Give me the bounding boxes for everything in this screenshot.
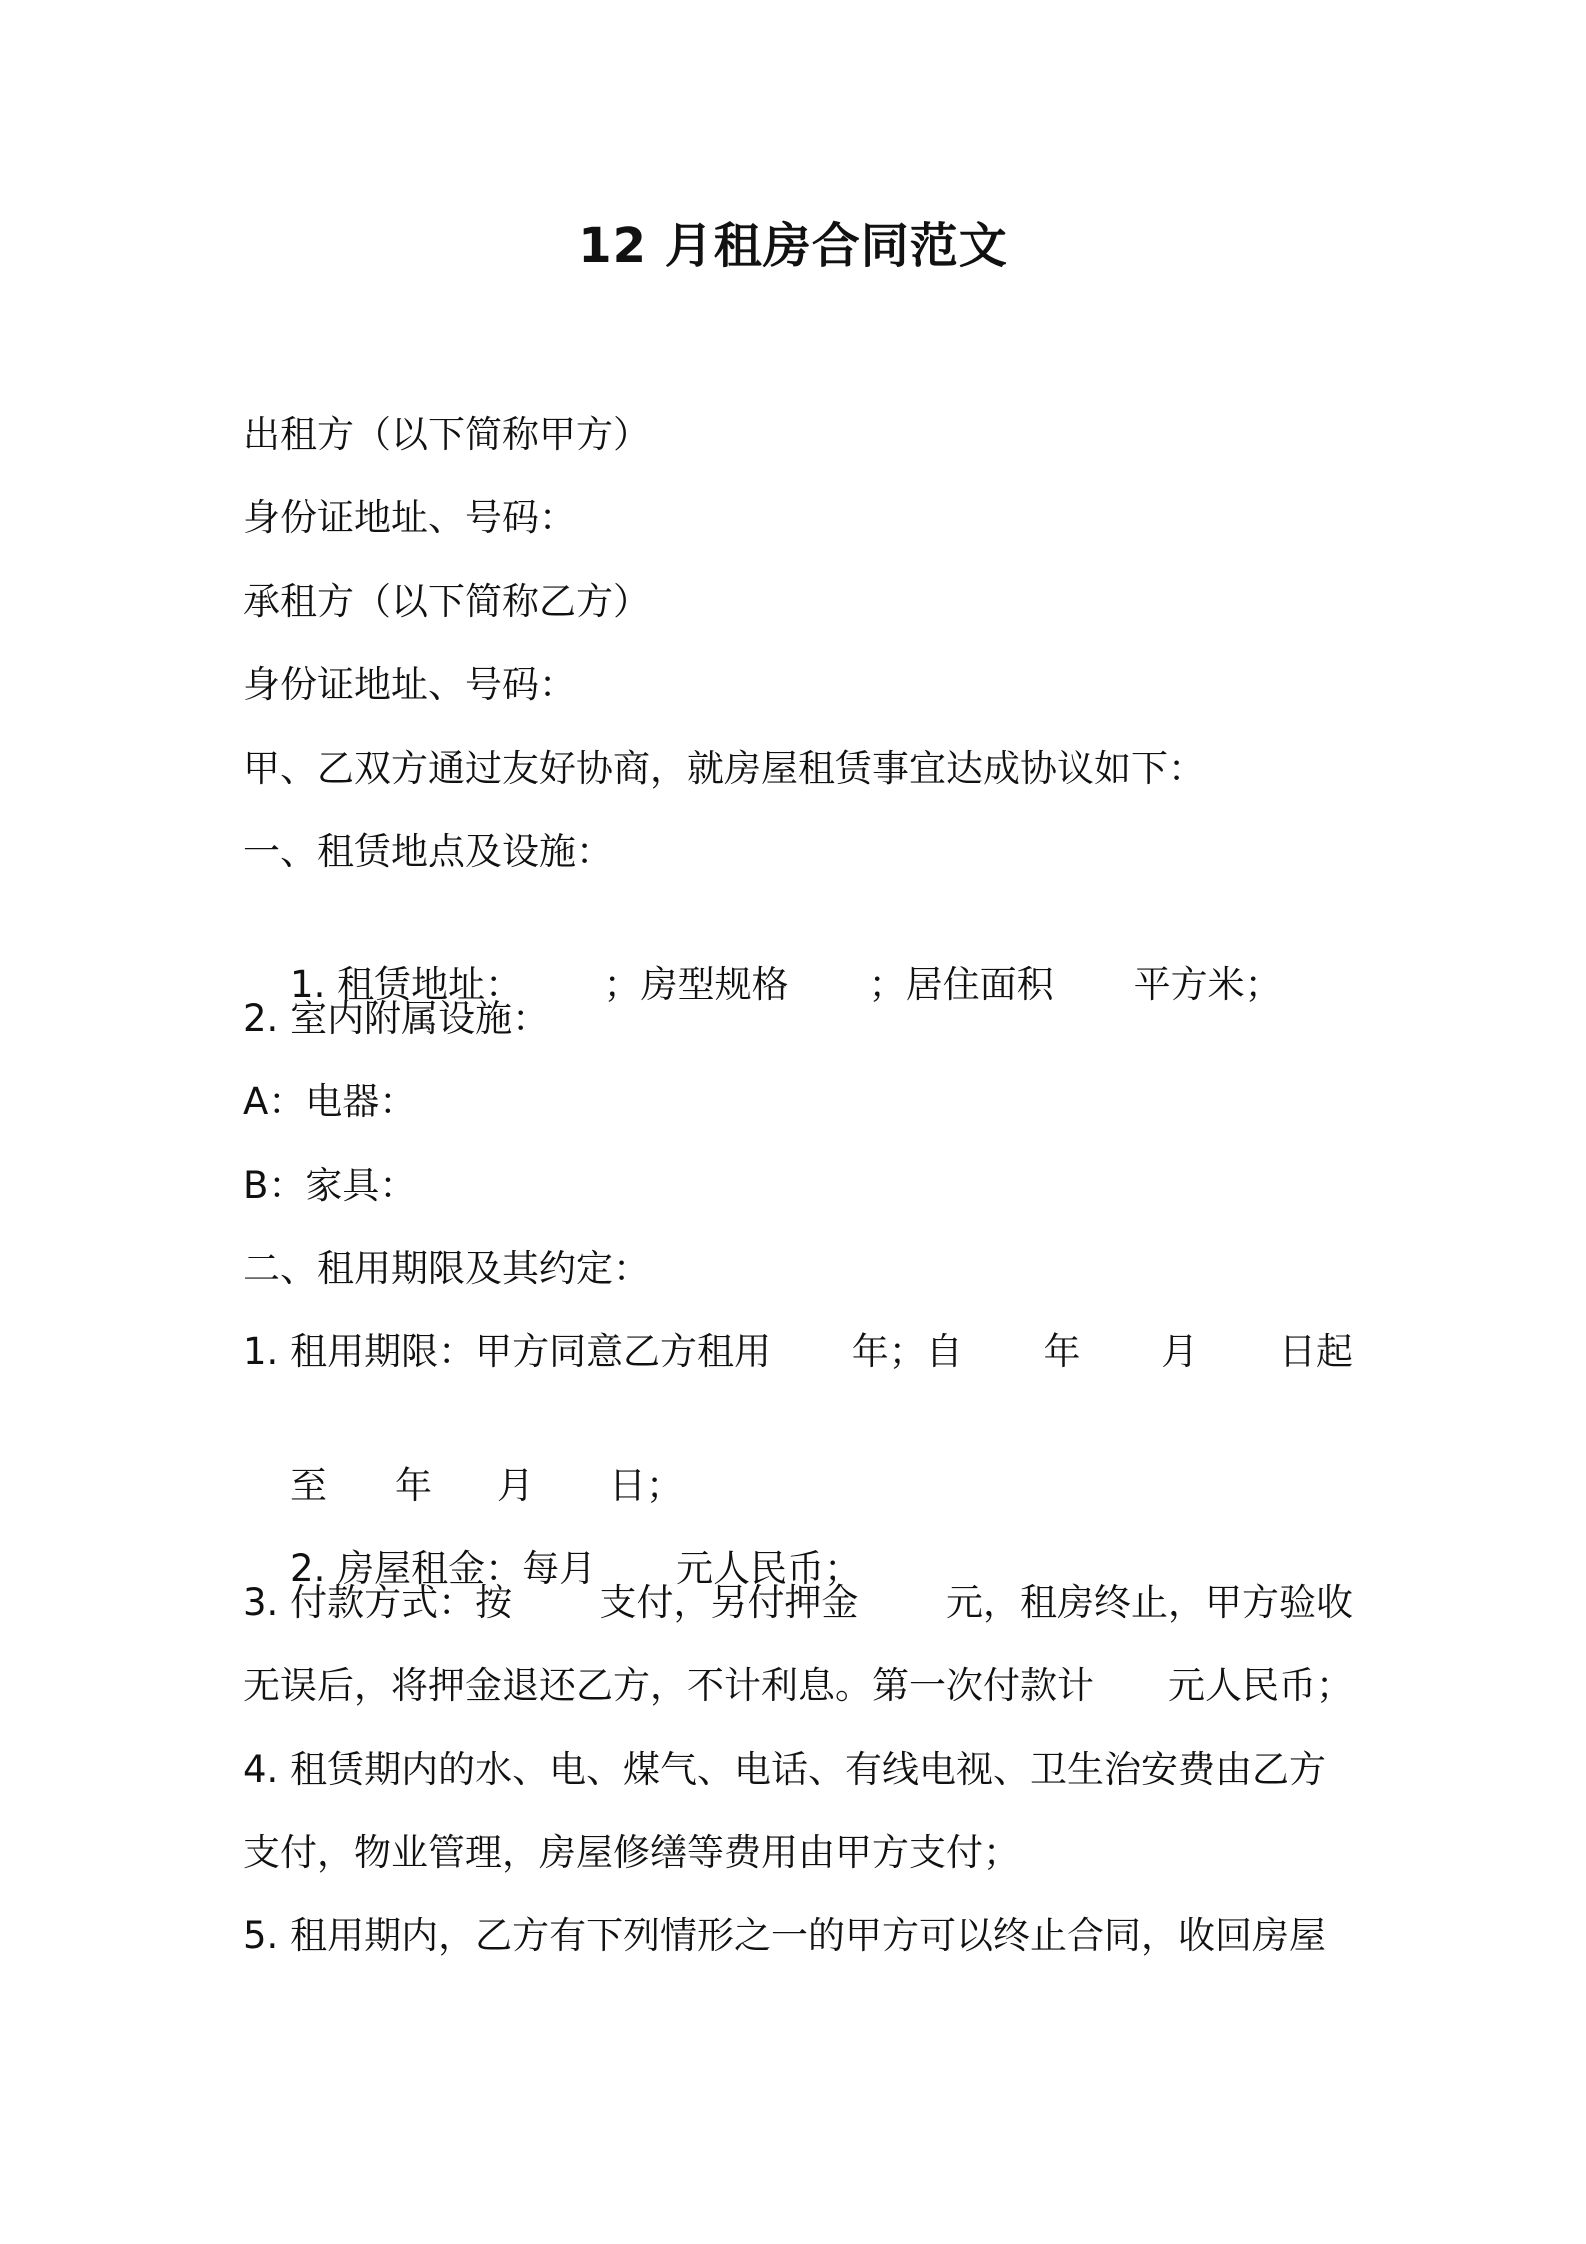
- section-2-heading: 二、租用期限及其约定：: [243, 1247, 650, 1290]
- furniture-line: B：家具：: [243, 1164, 417, 1207]
- start-month-label: 月: [1161, 1330, 1199, 1373]
- lessor-line: 出租方（以下简称甲方）: [243, 413, 650, 456]
- living-area-label: ；居住面积: [868, 963, 1054, 1006]
- lessee-line: 承租方（以下简称乙方）: [243, 580, 650, 623]
- utilities-line-cont: 支付，物业管理，房屋修缮等费用由甲方支付；: [243, 1831, 1020, 1874]
- end-month-label: 月: [497, 1464, 535, 1507]
- document-title: 12 月租房合同范文: [578, 218, 1008, 274]
- lessor-id-line: 身份证地址、号码：: [243, 496, 576, 539]
- lease-term-line: [243, 1327, 1353, 1377]
- section-1-heading: 一、租赁地点及设施：: [243, 830, 613, 873]
- monthly-rent-label: 2. 房屋租金：每月: [290, 1547, 597, 1590]
- first-payment-currency-label: 元人民币；: [1168, 1664, 1353, 1707]
- utilities-line: 4. 租赁期内的水、电、煤气、电话、有线电视、卫生治安费由乙方: [243, 1748, 1327, 1791]
- appliances-line: A：电器：: [243, 1080, 417, 1123]
- lessee-id-line: 身份证地址、号码：: [243, 663, 576, 706]
- deposit-refund-line: [243, 1661, 1353, 1711]
- payment-method-label: 3. 付款方式：按: [243, 1581, 513, 1624]
- start-year-label: 年: [1043, 1330, 1081, 1373]
- termination-line: 5. 租用期内，乙方有下列情形之一的甲方可以终止合同，收回房屋: [243, 1914, 1327, 1957]
- rental-address-label: 1. 租赁地址：: [290, 963, 504, 1006]
- deposit-label: 支付，另付押金: [599, 1581, 859, 1624]
- deposit-refund-text: 无误后，将押金退还乙方，不计利息。第一次付款计: [243, 1664, 1094, 1707]
- agreement-intro-line: 甲、乙双方通过友好协商，就房屋租赁事宜达成协议如下：: [243, 747, 1205, 790]
- lease-term-label: 1. 租用期限：甲方同意乙方租用: [243, 1330, 772, 1373]
- facilities-line: 2. 室内附属设施：: [243, 997, 550, 1040]
- rent-currency-label: 元人民币；: [676, 1547, 862, 1590]
- deposit-terms-label: 元，租房终止，甲方验收: [945, 1581, 1353, 1624]
- payment-method-line: [243, 1578, 1353, 1628]
- area-unit-label: 平方米；: [1133, 963, 1282, 1006]
- room-type-label: ；房型规格: [603, 963, 789, 1006]
- end-to-label: 至: [290, 1464, 328, 1507]
- lease-years-label: 年；自: [851, 1330, 963, 1373]
- start-day-label: 日起: [1279, 1330, 1353, 1373]
- end-day-label: 日；: [609, 1464, 684, 1507]
- end-year-label: 年: [395, 1464, 433, 1507]
